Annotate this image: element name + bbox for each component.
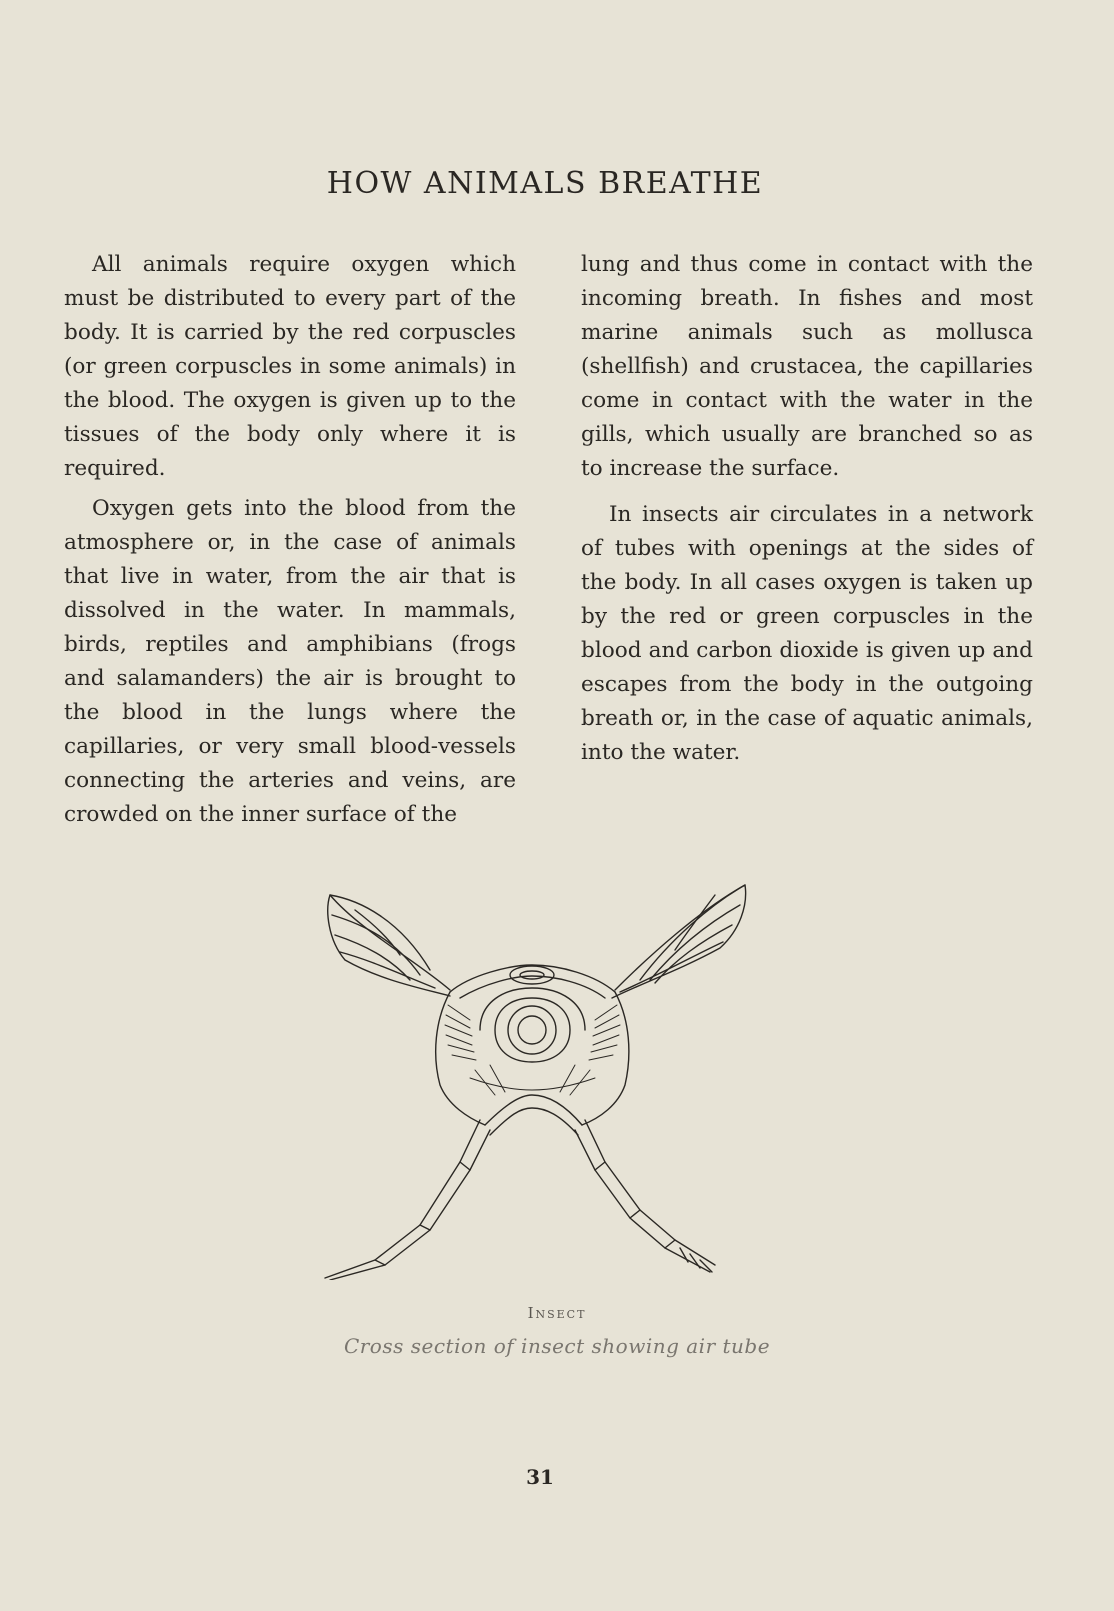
legs	[325, 1120, 715, 1280]
right-wing	[612, 885, 746, 998]
paragraph: All animals require oxygen which must be distributed to every part of the body. It is carried by the red corpuscles (or green corpuscles in some animals) in the blood. The oxygen is given up to the tissues of the body only where it is required.	[64, 252, 516, 481]
right-column	[581, 248, 1033, 770]
page-title: HOW ANIMALS BREATHE	[326, 166, 764, 201]
figure-caption-title: Insect	[527, 1304, 587, 1322]
muscle-hatching	[445, 1005, 620, 1095]
paragraph: In insects air circulates in a network of tubes with openings at the sides of the body. In all cases oxygen is taken up by the red or green corpuscles in the blood and carbon dioxide is given up and escapes from the body in the outgoing breath or, in the case of aquatic animals, into the water.	[581, 502, 1033, 765]
left-wing	[328, 895, 450, 996]
gut	[480, 988, 585, 1062]
insect-cross-section-illustration	[320, 880, 760, 1280]
air-tube	[510, 966, 554, 984]
figure-caption-description: Cross section of insect showing air tube	[343, 1334, 771, 1358]
paragraph: Oxygen gets into the blood from the atmosphere or, in the case of animals that live in water, from the air that is dissolved in the water. In mammals, birds, reptiles and amphibians (frogs and salamanders) the air is brought to the blood in the lungs where the capillaries, or very small blood-vessels connecting the arteries and veins, are crowded on the inner surface of the	[64, 496, 516, 827]
paragraph: lung and thus come in contact with the incoming breath. In fishes and most marine animals such as mollusca (shellfish) and crustacea, the capillaries come in contact with the water in the gills, which usually are branched so as to increase the surface.	[581, 252, 1033, 481]
left-column	[64, 248, 516, 832]
page-number: 31	[526, 1465, 554, 1489]
